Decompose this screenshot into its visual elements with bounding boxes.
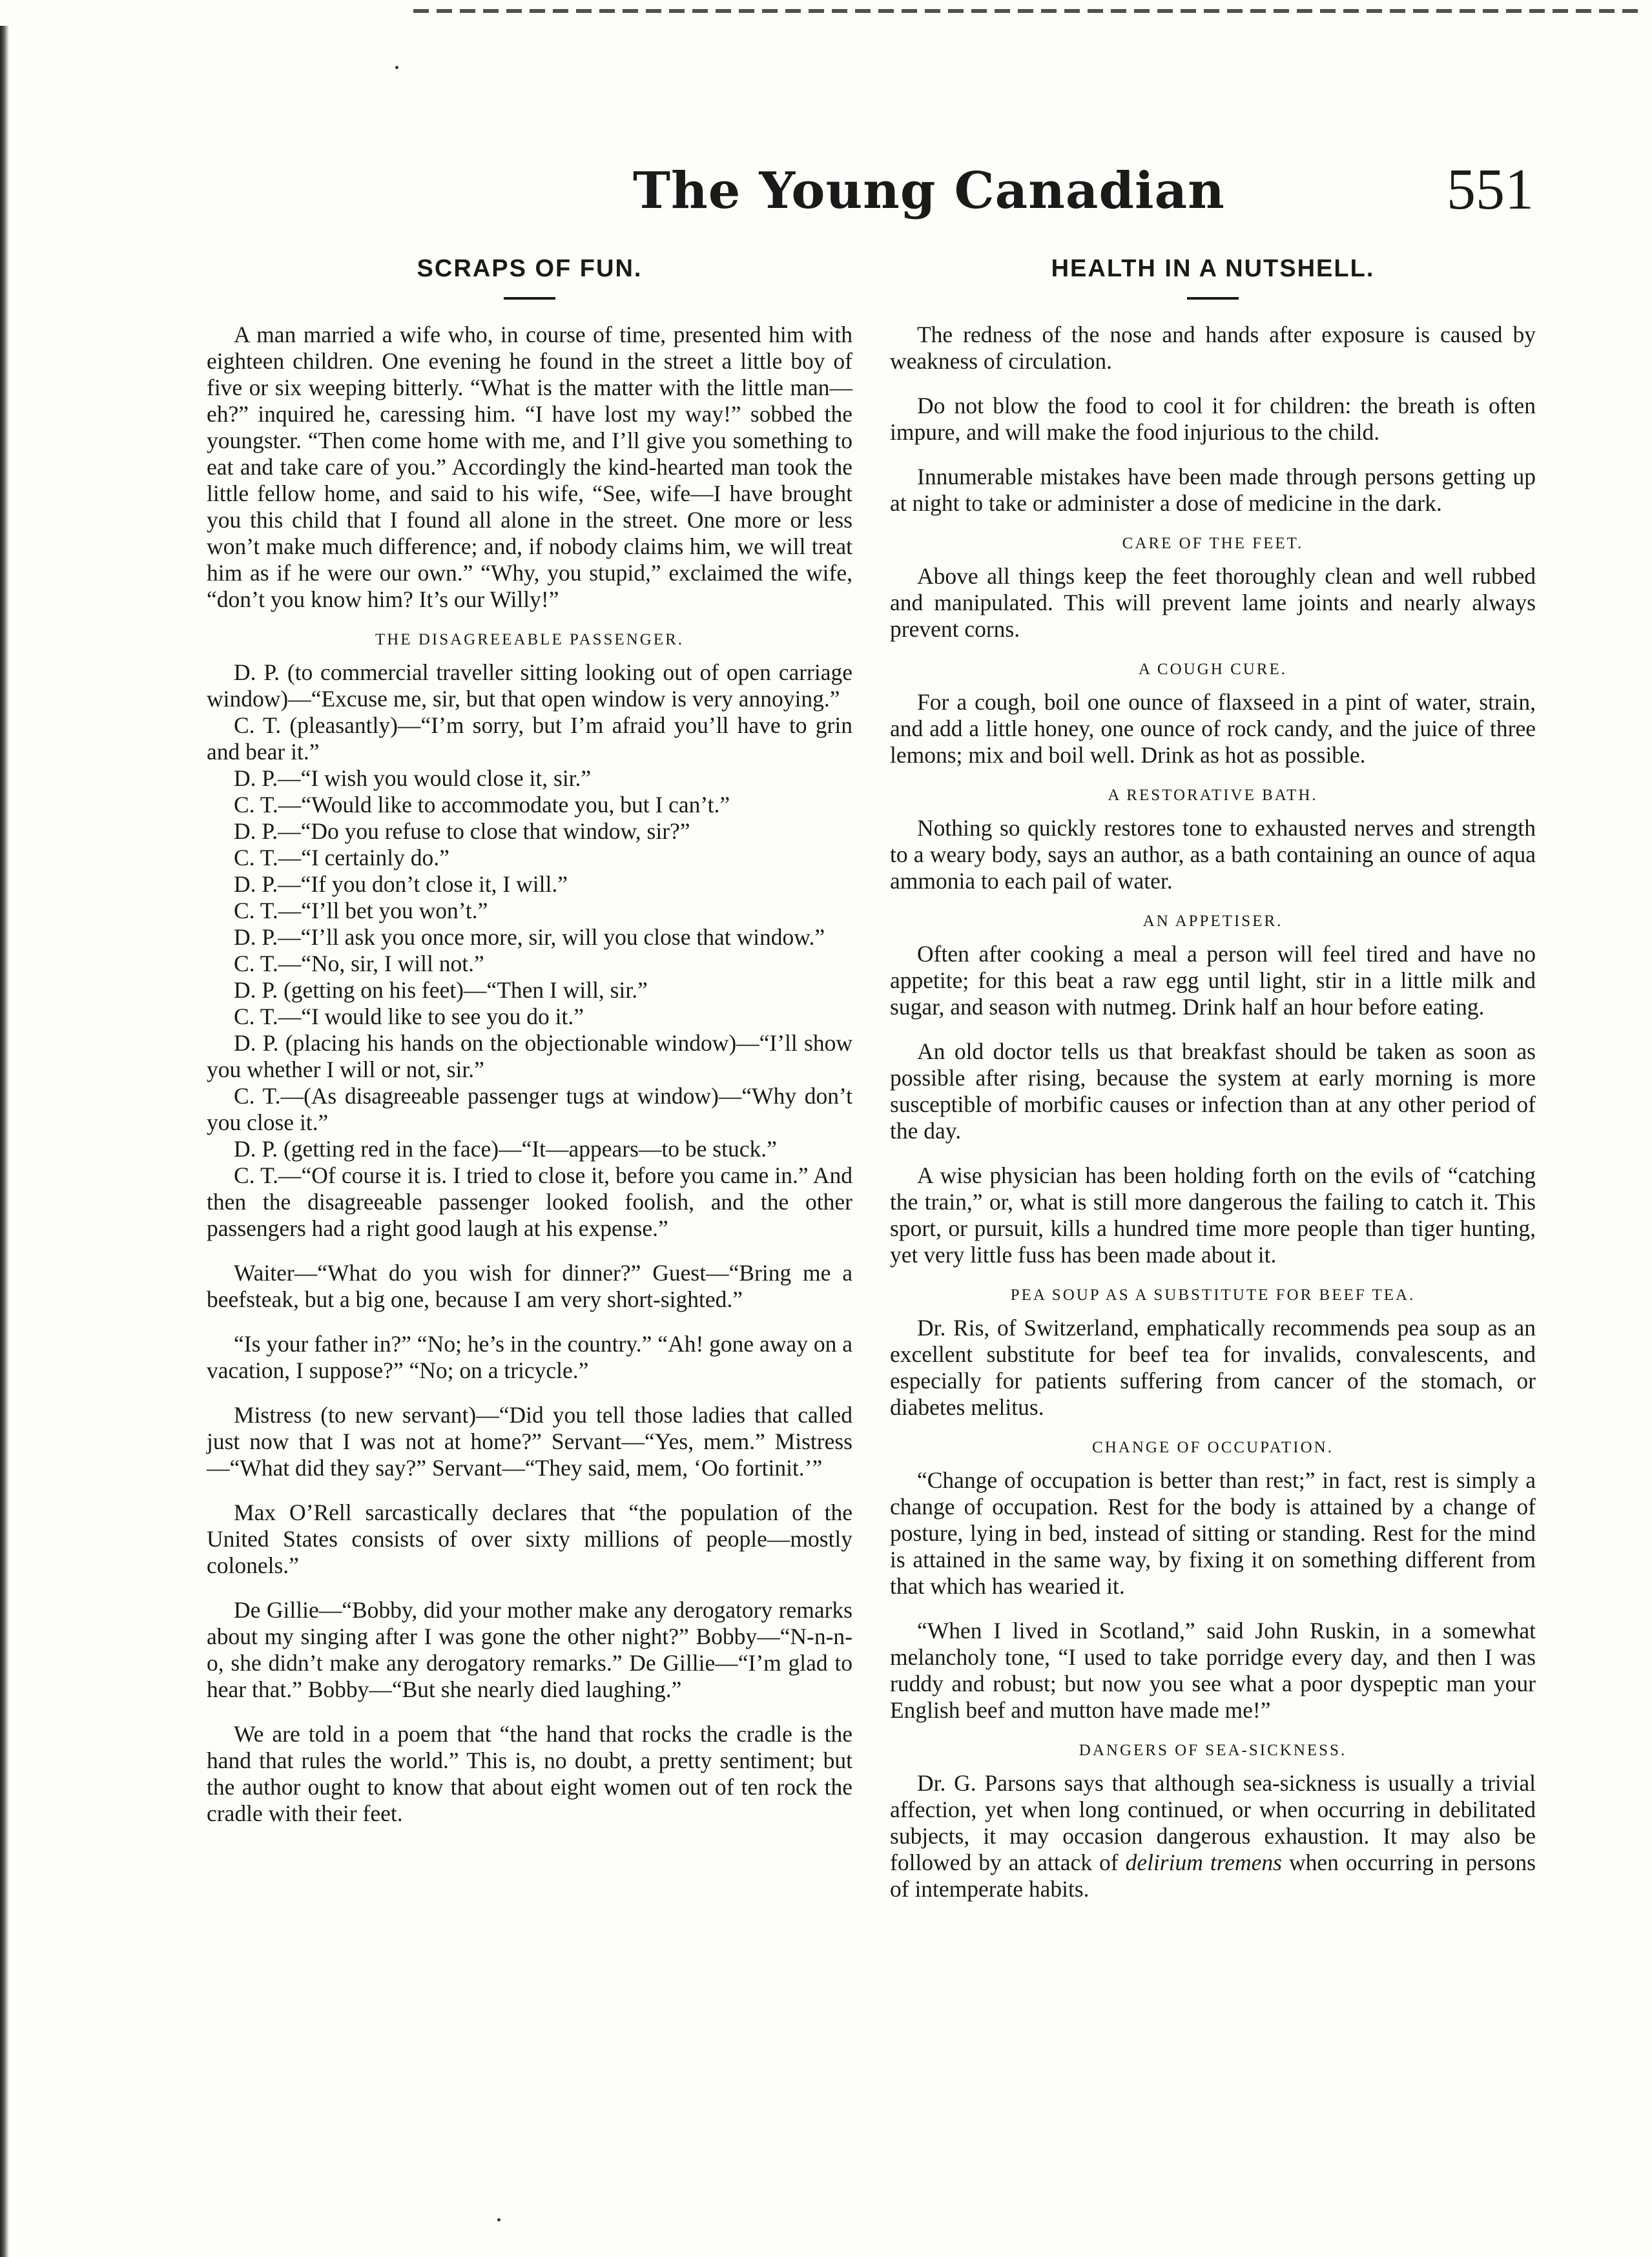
column-title: SCRAPS OF FUN.	[417, 255, 643, 282]
dialogue-line: D. P.—“Do you refuse to close that window, sir?”	[234, 818, 690, 844]
dialogue-line: D. P.—“If you don’t close it, I will.”	[234, 871, 568, 897]
section-heading: PEA SOUP AS A SUBSTITUTE FOR BEEF TEA.	[1010, 1286, 1416, 1304]
section-heading: A COUGH CURE.	[1139, 661, 1287, 678]
top-border	[413, 9, 1640, 13]
paragraph: Do not blow the food to cool it for children: the breath is often impure, and will make the food injurious to the child.	[890, 393, 1536, 445]
dialogue-line: C. T.—“I certainly do.”	[234, 845, 449, 871]
section-heading: THE DISAGREEABLE PASSENGER.	[375, 631, 685, 648]
paragraph: Nothing so quickly restores tone to exhausted nerves and strength to a weary body, says an author, as a bath containing an ounce of aqua ammonia to each pail of water.	[890, 815, 1536, 894]
paragraph: Often after cooking a meal a person will feel tired and have no appetite; for this beat a raw egg until light, stir in a little milk and sugar, and season with nutmeg. Drink half an hour before eating.	[890, 941, 1536, 1020]
page-header	[0, 149, 1652, 226]
dialogue-line: D. P.—“I’ll ask you once more, sir, will you close that window.”	[234, 924, 825, 950]
text-run: when occurring in persons of intemperate habits.	[890, 1850, 1536, 1902]
paragraph: Innumerable mistakes have been made through persons getting up at night to take or administer a dose of medicine in the dark.	[890, 464, 1536, 516]
paragraph: A wise physician has been holding forth on the evils of “catching the train,” or, what is still more dangerous the failing to catch it. This sport, or pursuit, kills a hundred time more people than tiger hunting, yet very little fuss has been made about it.	[890, 1162, 1536, 1268]
dialogue-line: C. T.—(As disagreeable passenger tugs at window)—“Why don’t you close it.”	[207, 1083, 852, 1135]
paragraph: A man married a wife who, in course of time, presented him with eighteen children. One evening he found in the street a little boy of five or six weeping bitterly. “What is the matter with the little man—eh?” inquired he, caressing him. “I have lost my way!” sobbed the youngster. “Then come home with me, and I’ll give you something to eat and take care of you.” Accordingly the kind-hearted man took the little fellow home, and said to his wife, “See, wife—I have brought you this child that I found all alone in the street. One more or less won’t make much difference; and, if nobody claims him, we will treat him as if he were our own.” “Why, you stupid,” exclaimed the wife, “don’t you know him? It’s our Willy!”	[207, 322, 852, 612]
section-heading: A RESTORATIVE BATH.	[1108, 787, 1318, 804]
text-run: Dr. G. Parsons says that although sea-sickness is usually a trivial affection, yet when long continued, or when occurring in debilitated subjects, it may occasion dangerous exhaustion. It may also be followed by an attack of	[890, 1770, 1536, 1875]
section-heading: DANGERS OF SEA-SICKNESS.	[1079, 1742, 1347, 1759]
masthead: The Young Canadian	[633, 161, 1225, 220]
speck	[497, 2218, 501, 2221]
section-heading: CARE OF THE FEET.	[1122, 535, 1304, 552]
paragraph: Max O’Rell sarcastically declares that “the population of the United States consists of over sixty millions of people—mostly colonels.”	[207, 1500, 852, 1578]
column-title: HEALTH IN A NUTSHELL.	[1051, 255, 1375, 282]
dialogue-line: C. T.—“Of course it is. I tried to close it, before you came in.” And then the disagreeable passenger looked foolish, and the other passengers had a right good laugh at his expense.”	[207, 1162, 852, 1241]
dialogue-line: C. T.—“I’ll bet you won’t.”	[234, 898, 488, 923]
dialogue-line: C. T. (pleasantly)—“I’m sorry, but I’m afraid you’ll have to grin and bear it.”	[207, 712, 852, 765]
dialogue-line: D. P. (placing his hands on the objectionable window)—“I’ll show you whether I will or not, sir.”	[207, 1030, 852, 1082]
paragraph: An old doctor tells us that breakfast should be taken as soon as possible after rising, because the system at early morning is more susceptible of morbific causes or infection than at any other period of the day.	[890, 1038, 1536, 1144]
paragraph	[890, 1770, 1536, 1902]
paragraph: Waiter—“What do you wish for dinner?” Guest—“Bring me a beefsteak, but a big one, because I am very short-sighted.”	[207, 1260, 852, 1312]
dialogue-line: C. T.—“I would like to see you do it.”	[234, 1004, 584, 1029]
paragraph: We are told in a poem that “the hand that rocks the cradle is the hand that rules the world.” This is, no doubt, a pretty sentiment; but the author ought to know that about eight women out of ten rock the cradle with their feet.	[207, 1721, 852, 1826]
paragraph: Above all things keep the feet thoroughly clean and well rubbed and manipulated. This will prevent lame joints and nearly always prevent corns.	[890, 563, 1536, 642]
column-health-in-a-nutshell	[890, 255, 1536, 1921]
dialogue-line: D. P. (getting on his feet)—“Then I will, sir.”	[234, 977, 648, 1003]
dialogue-line: C. T.—“Would like to accommodate you, but I can’t.”	[234, 792, 730, 818]
dialogue-line: C. T.—“No, sir, I will not.”	[234, 951, 484, 976]
column-scraps-of-fun	[207, 255, 852, 1845]
paragraph: Mistress (to new servant)—“Did you tell those ladies that called just now that I was not at home?” Servant—“Yes, mem.” Mistress—“What did they say?” Servant—“They said, mem, ‘Oo fortinit.’”	[207, 1402, 852, 1481]
paragraph: De Gillie—“Bobby, did your mother make any derogatory remarks about my singing after I was gone the other night?” Bobby—“N-n-n-o, she didn’t make any derogatory remarks.” De Gillie—“I’m glad to hear that.” Bobby—“But she nearly died laughing.”	[207, 1597, 852, 1702]
italic-term: delirium tremens	[1125, 1850, 1282, 1875]
paragraph: For a cough, boil one ounce of flaxseed in a pint of water, strain, and add a little honey, one ounce of rock candy, and the juice of three lemons; mix and boil well. Drink as hot as possible.	[890, 689, 1536, 768]
dialogue-line: D. P.—“I wish you would close it, sir.”	[234, 765, 592, 791]
dialogue-line: D. P. (getting red in the face)—“It—appears—to be stuck.”	[234, 1136, 777, 1162]
page-edge	[0, 26, 9, 2257]
paragraph: “Change of occupation is better than rest;” in fact, rest is simply a change of occupation. Rest for the body is attained by a change of posture, lying in bed, instead of sitting or standing. Rest for the mind is attained in the same way, by fixing it on something different from that which has wearied it.	[890, 1467, 1536, 1599]
paragraph: “When I lived in Scotland,” said John Ruskin, in a somewhat melancholy tone, “I used to take porridge every day, and then I was ruddy and robust; but now you see what a poor dyspeptic man your English beef and mutton have made me!”	[890, 1618, 1536, 1723]
section-heading: AN APPETISER.	[1142, 912, 1283, 930]
section-heading: CHANGE OF OCCUPATION.	[1092, 1439, 1334, 1456]
paragraph: Dr. Ris, of Switzerland, emphatically recommends pea soup as an excellent substitute for beef tea for invalids, convalescents, and especially for patients suffering from cancer of the stomach, or diabetes melitus.	[890, 1315, 1536, 1420]
title-rule	[504, 297, 555, 300]
paragraph: “Is your father in?” “No; he’s in the country.” “Ah! gone away on a vacation, I suppose?” “No; on a tricycle.”	[207, 1331, 852, 1383]
page-number: 551	[1447, 158, 1534, 222]
title-rule	[1187, 297, 1239, 300]
paragraph: The redness of the nose and hands after exposure is caused by weakness of circulation.	[890, 322, 1536, 374]
dialogue-line: D. P. (to commercial traveller sitting looking out of open carriage window)—“Excuse me, sir, but that open window is very annoying.”	[207, 659, 852, 712]
speck	[395, 66, 398, 69]
